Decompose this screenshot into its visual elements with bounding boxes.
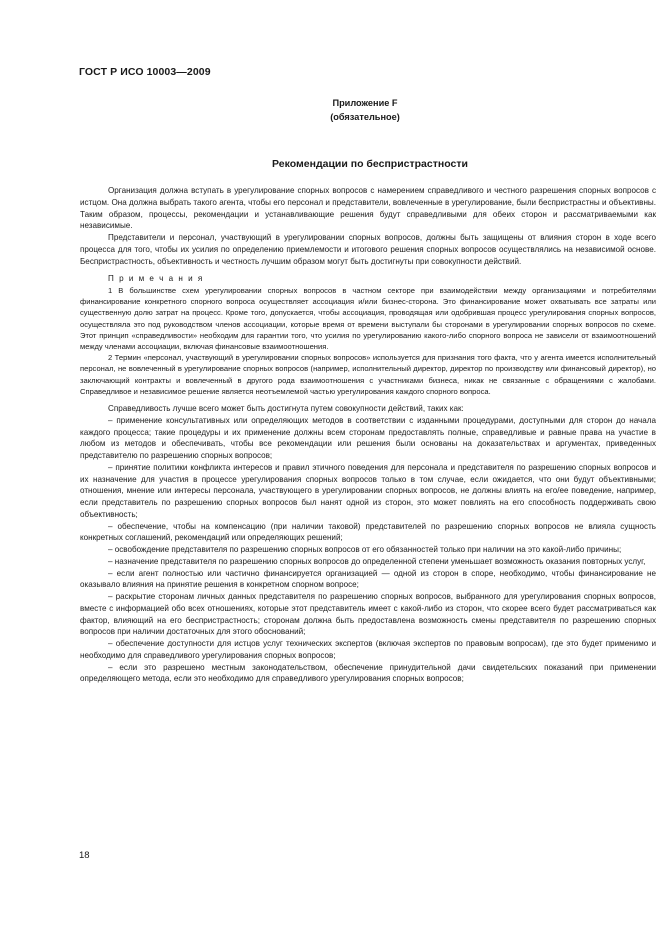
list-item: – принятие политики конфликта интересов и правил этичного поведения для персонала и представителя по разрешению спорных вопросов и их назначение для участия в процессе урегулирования спорных вопросов только в том случае, если ожидается, что они будут объективными; отношения, мнение или интересы персонала, участвующего в урегулировании спорных вопросов, не должны влиять на его/ее поведение, например, если представитель по разрешению спорных вопросов был нанят одной из сторон, это может повлиять на его способность поддерживать свою объективность;	[80, 462, 656, 519]
list-item: – освобождение представителя по разрешению спорных вопросов от его обязанностей только при наличии на это какой-либо причины;	[108, 545, 622, 555]
appendix-title: Приложение F	[332, 98, 398, 108]
section-title: Рекомендации по беспристрастности	[272, 158, 468, 170]
note-item: 1 В большинстве схем урегулировании спорных вопросов в частном секторе при взаимодействии между организациями и потребителями финансирование конкретного спорного вопроса осуществляет ассоциация и/или бизнес-сторона. Это финансирование может охватывать все затраты или существенную долю затрат на процесс. Кроме того, допускается, чтобы ассоциация, проводящая или одобрившая процесс урегулирования спорных вопросов, осуществляла это под руководством членов ассоциации, которые время от времени выступали бы сторонами в урегулировании спорных вопросов по схеме. Этот принцип «справедливости» необходим для гарантии того, что усилия по урегулированию какого-либо спорного вопроса не зависели от взаимоотношений между членами ассоциации, включая финансовые взаимоотношения.	[80, 286, 656, 352]
list-item: – обеспечение доступности для истцов услуг технических экспертов (включая экспертов по правовым вопросам), где это будет применимо и необходимо для справедливого урегулирования спорных вопросов;	[80, 639, 656, 660]
list-item: – применение консультативных или определяющих методов в соответствии с изданными процедурами, доступными для сторон до начала каждого процесса; такие процедуры и их применение должны всем сторонам предоставлять полные, справедливые и равные права на участие в любом из методов и обеспечивать, чтобы все рекомендации или решения были основаны на доказательствах и аргументах, приведенных представителю по разрешению спорных вопросов;	[80, 415, 656, 461]
list-item: – назначение представителя по разрешению спорных вопросов до определенной степени уменьшает возможность оказания повторных услуг,	[108, 556, 646, 566]
list-item: – обеспечение, чтобы на компенсацию (при наличии таковой) представителей по разрешению спорных вопросов не влияла сущность конкретных соглашений, рекомендаций или определяющих решений;	[80, 521, 656, 543]
document-header: ГОСТ Р ИСО 10003—2009	[79, 66, 211, 78]
body-text	[80, 185, 656, 685]
page-number: 18	[79, 850, 90, 861]
paragraph: Организация должна вступать в урегулирование спорных вопросов с намерением справедливого и честного разрешения спорных вопросов с истцом. Она должна выбрать такого агента, чтобы его персонал и представители, вовлеченные в урегулирование, были беспристрастны и объективны. Таким образом, процессы, рекомендации и устанавливающие решения будут справедливыми для обеих сторон и рассматриваемыми как независимые.	[80, 186, 656, 231]
appendix-heading	[290, 96, 440, 124]
appendix-status: (обязательное)	[330, 112, 400, 122]
list-item: – если это разрешено местным законодательством, обеспечение принудительной дачи свидетельских показаний при применении определяющего метода, если это необходимо для справедливого урегулирования спорных вопросов;	[80, 662, 656, 684]
notes-heading: П р и м е ч а н и я	[108, 274, 204, 284]
paragraph: Справедливость лучше всего может быть достигнута путем совокупности действий, таких как:	[108, 404, 464, 414]
paragraph: Представители и персонал, участвующий в урегулировании спорных вопросов, должны быть защищены от влияния сторон в ходе всего процесса для того, чтобы их усилия по определению приемлемости и итогового решения спорных вопросов осуществлялись на независимой основе. Беспристрастность, объективность и честность лучшим образом могут быть достигнуты при совокупности действий.	[80, 233, 656, 266]
note-item: 2 Термин «персонал, участвующий в урегулировании спорных вопросов» используется для признания того факта, что у агента имеется исполнительный персонал, не вовлеченный в урегулирование спорных вопросов (например, исполнительный директор, директор по производству или финансовый директор), но заключающий контракты и вовлеченный в другого рода взаимоотношения с участниками бизнеса, никак не связанные с обращениями с жалобами. Справедливое и независимое решение является неотъемлемой частью урегулирования каждого спорного вопроса.	[80, 353, 656, 396]
list-item: – если агент полностью или частично финансируется организацией — одной из сторон в споре, необходимо, чтобы финансирование не оказывало влияния на принятие решения в конкретном спорном вопросе;	[80, 568, 656, 590]
list-item: – раскрытие сторонам личных данных представителя по разрешению спорных вопросов, выбранного для урегулирования спорных вопросов, вместе с информацией обо всех отношениях, которые этот представитель имеет с какой-либо из сторон, что скорее всего будет рассматриваться как фактор, влияющий на его беспристрастность; сторонам должна быть предоставлена возможность смены представителя по разрешению спорных вопросов при наличии достаточных для этого обоснований;	[80, 592, 656, 637]
